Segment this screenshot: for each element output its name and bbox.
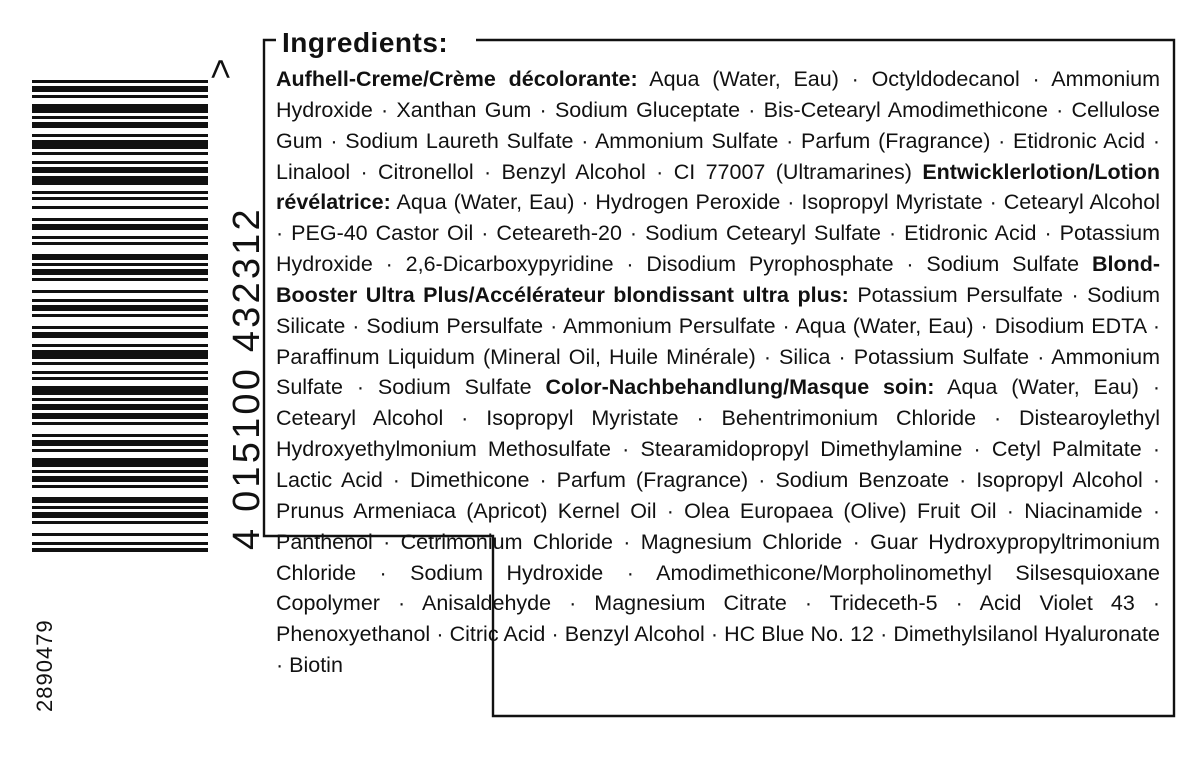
- article-number: 2890479: [32, 619, 57, 712]
- section-text: Aqua (Water, Eau) · Octyldodecanol · Ammonium Hydroxide · Xanthan Gum · Sodium Gluceptate · Bis-Cetearyl Amodimethicone · Cellulose Gum · Sodium Laureth Sulfate · Ammonium Sulfate · Parfum (Fragrance) · Etidronic Acid · Linalool · Citronellol · Benzyl Alcohol · CI 77007 (Ultramarines): [276, 67, 1161, 184]
- section-text: Aqua (Water, Eau) · Hydrogen Peroxide · Isopropyl Myristate · Cetearyl Alcohol · PEG-40 Castor Oil · Ceteareth-20 · Sodium Cetearyl Sulfate · Etidronic Acid · Potassium Hydroxide · 2,6-Dicarboxypyridine · Disodium Pyrophosphate · Sodium Sulfate: [276, 190, 1160, 277]
- section-heading: Entwicklerlotion/Lotion révélatrice:: [276, 159, 1160, 215]
- section-heading: Blond-Booster Ultra Plus/Accélérateur blondissant ultra plus:: [276, 252, 1160, 307]
- section-heading: Color-Nachbehandlung/Masque soin:: [545, 375, 935, 400]
- barcode-digits: 4 015100 432312: [226, 206, 268, 550]
- section-heading: Aufhell-Creme/Crème décolorante:: [276, 67, 638, 91]
- ingredients-title: Ingredients:: [276, 26, 454, 60]
- ingredients-section: [276, 375, 1160, 677]
- barcode-quiet-mark: >: [199, 58, 241, 80]
- ingredients-list: [276, 64, 1160, 681]
- section-text: Aqua (Water, Eau) · Cetearyl Alcohol · Isopropyl Myristate · Behentrimonium Chloride · Distearoylethyl Hydroxyethylmonium Methosulfate · Stearamidopropyl Dimethylamine · Cetyl Palmitate · Lactic Acid · Dimethicone · Parfum (Fragrance) · Sodium Benzoate · Isopropyl Alcohol · Prunus Armeniaca (Apricot) Kernel Oil · Olea Europaea (Olive) Fruit Oil · Niacinamide · Panthenol · Cetrimonium Chloride · Magnesium Chloride · Guar Hydroxypropyltrimonium Chloride · Sodium Hydroxide · Amodimethicone/Morpholinomethyl Silsesquioxane Copolymer · Anisaldehyde · Magnesium Citrate · Trideceth-5 · Acid Violet 43 · Phenoxyethanol · Citric Acid · Benzyl Alcohol · HC Blue No. 12 · Dimethylsilanol Hyaluronate · Biotin: [276, 375, 1161, 678]
- section-text: Potassium Persulfate · Sodium Silicate · Sodium Persulfate · Ammonium Persulfate · Aqua (Water, Eau) · Disodium EDTA · Paraffinum Liquidum (Mineral Oil, Huile Minérale) · Silica · Potassium Sulfate · Ammonium Sulfate · Sodium Sulfate: [276, 282, 1160, 400]
